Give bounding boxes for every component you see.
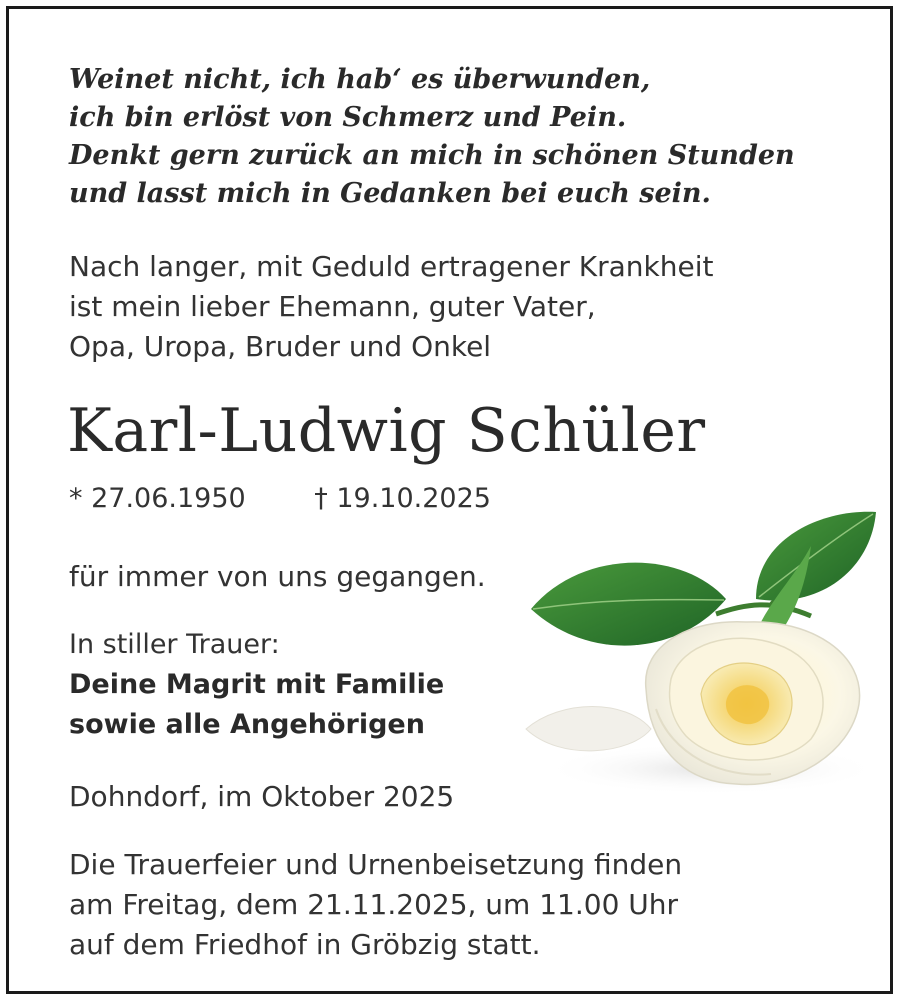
life-dates [69, 479, 491, 519]
mourner-line: Deine Magrit mit Familie [69, 669, 445, 700]
poem-line: Weinet nicht, ich hab‘ es überwunden, [69, 64, 651, 95]
white-rose-image [521, 504, 881, 804]
passing-text: für immer von uns gegangen. [69, 560, 486, 593]
mourners-block [69, 625, 444, 745]
ceremony-line: am Freitag, dem 21.11.2025, um 11.00 Uhr [69, 888, 679, 921]
poem-line: und lasst mich in Gedanken bei euch sein. [69, 178, 711, 209]
intro-line: Nach langer, mit Geduld ertragener Krankheit [69, 250, 714, 283]
deceased-name: Karl-Ludwig Schüler [67, 396, 706, 466]
intro-line: Opa, Uropa, Bruder und Onkel [69, 330, 492, 363]
poem-line: ich bin erlöst von Schmerz und Pein. [69, 102, 627, 133]
ceremony-info [69, 845, 682, 965]
death-date: † 19.10.2025 [314, 483, 491, 514]
mourner-line: sowie alle Angehörigen [69, 709, 425, 740]
birth-date: * 27.06.1950 [69, 483, 246, 514]
ceremony-line: auf dem Friedhof in Gröbzig statt. [69, 928, 541, 961]
poem-line: Denkt gern zurück an mich in schönen Stunden [69, 140, 795, 171]
place-date: Dohndorf, im Oktober 2025 [69, 780, 455, 813]
intro-text [69, 247, 713, 367]
poem [69, 61, 809, 213]
mourning-label: In stiller Trauer: [69, 629, 280, 660]
ceremony-line: Die Trauerfeier und Urnenbeisetzung finden [69, 848, 683, 881]
intro-line: ist mein lieber Ehemann, guter Vater, [69, 290, 596, 323]
obituary-frame [6, 6, 893, 994]
